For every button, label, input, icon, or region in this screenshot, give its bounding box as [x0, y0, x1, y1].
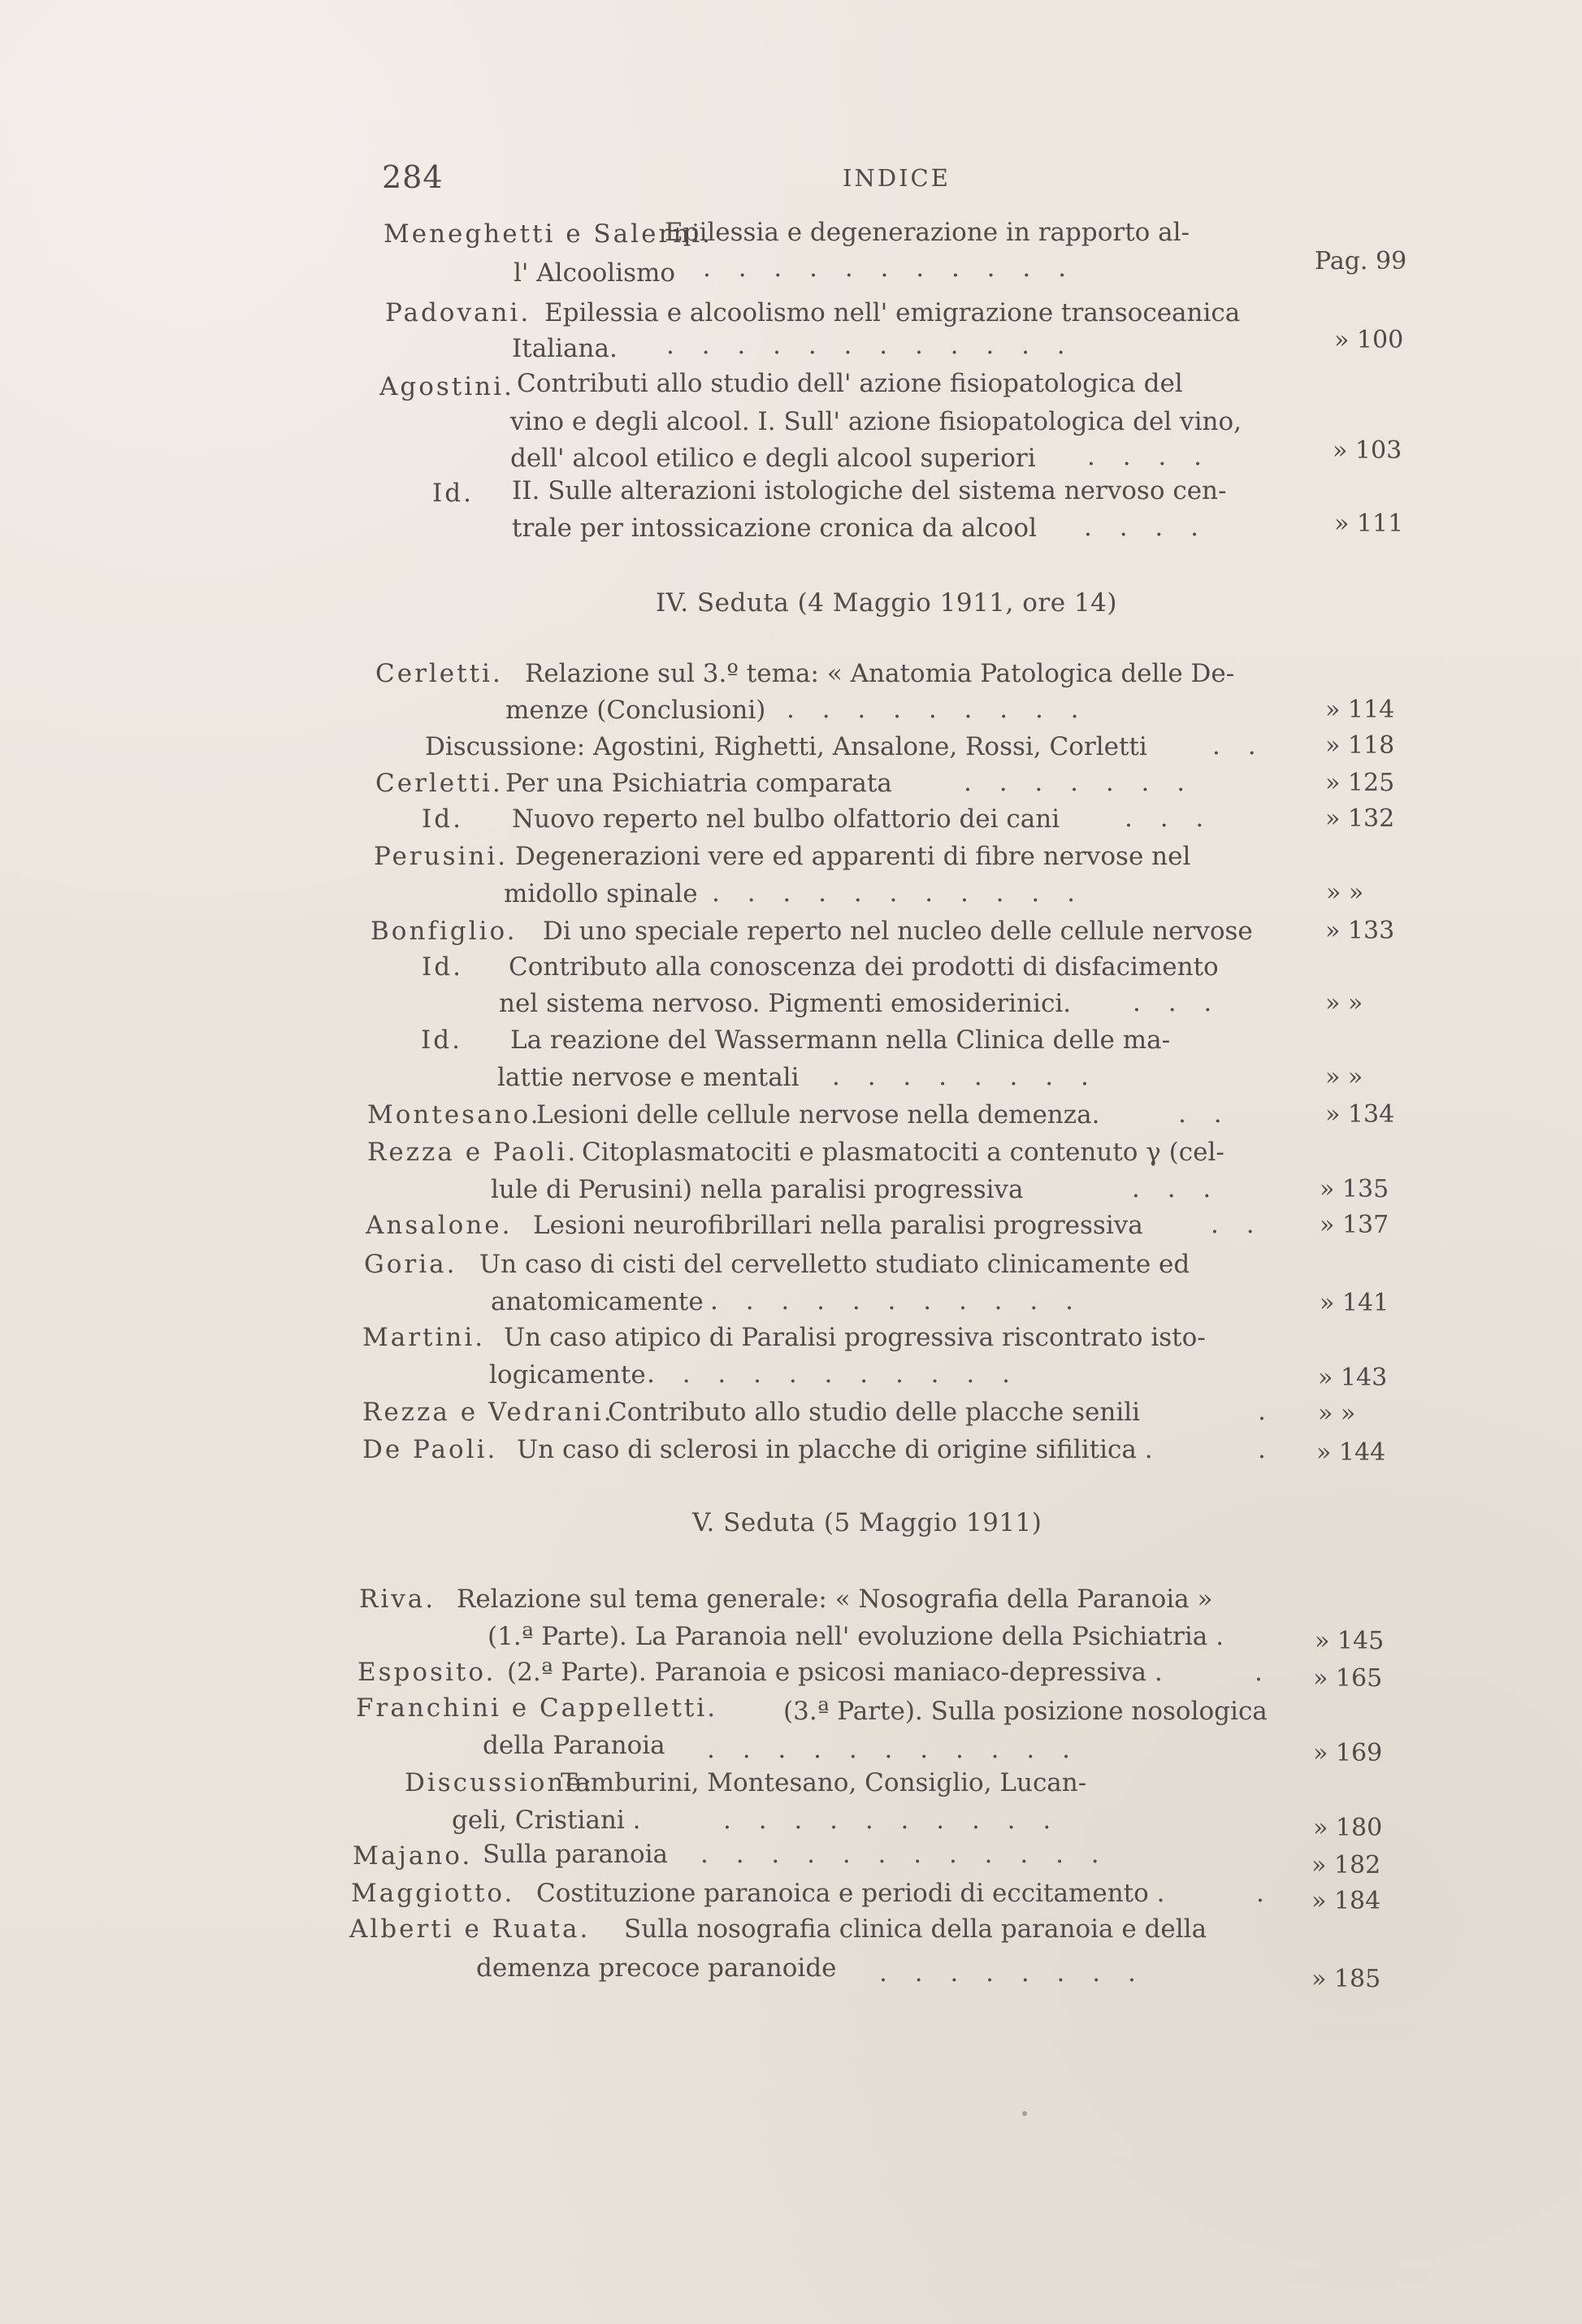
page-header [382, 159, 1211, 195]
entry-title-line: nel sistema nervoso. Pigmenti emosiderinici. [499, 989, 1072, 1018]
leader-dots: . . . . . . . . [832, 1062, 1099, 1091]
leader-dots: . . [1211, 1210, 1264, 1239]
entry-author: Discussione: [405, 1768, 595, 1797]
entry-author: Alberti e Ruata. [349, 1914, 591, 1944]
entry-author: Esposito. [358, 1658, 496, 1687]
page-reference: » 141 [1320, 1289, 1389, 1317]
page-reference: » 132 [1325, 804, 1395, 833]
entry-title-line: Contributi allo studio dell' azione fisiopatologica del [517, 369, 1183, 398]
entry-author: Id. [432, 479, 474, 508]
entry-author: Meneghetti e Salerni. [384, 219, 713, 249]
page-reference: » 134 [1325, 1100, 1395, 1129]
entry-title-line: dell' alcool etilico e degli alcool superiori [510, 444, 1036, 473]
leader-dots: . . . [1133, 988, 1222, 1017]
page-reference: » » [1325, 989, 1363, 1017]
entry-title-line: demenza precoce paranoide [476, 1953, 837, 1983]
section-title: IV. Seduta (4 Maggio 1911, ore 14) [656, 588, 1117, 618]
entry-title-line: Lesioni neurofibrillari nella paralisi progressiva [533, 1211, 1143, 1240]
leader-dots: . . . . [1084, 513, 1208, 542]
entry-title-line: Sulla paranoia [483, 1840, 669, 1869]
entry-title-line: (2.ª Parte). Paranoia e psicosi maniaco-depressiva . [507, 1658, 1163, 1687]
entry-author: Cerletti. [375, 659, 503, 688]
page-reference: » 182 [1311, 1851, 1381, 1880]
entry-title-line: (3.ª Parte). Sulla posizione nosologica [783, 1697, 1268, 1726]
entry-title-line: midollo spinale [504, 879, 698, 908]
entry-author: Bonfiglio. [371, 917, 518, 946]
entry-title-line: Lesioni delle cellule nervose nella demenza. [536, 1100, 1100, 1129]
leader-dots: . [1258, 1397, 1276, 1426]
page-reference: » 125 [1325, 769, 1395, 797]
leader-dots: . . . . . . . . . . . [647, 1359, 1020, 1389]
entry-author: Franchini e Cappelletti. [356, 1693, 718, 1723]
entry-title-line: Per una Psichiatria comparata [505, 769, 892, 798]
leader-dots: . . . [1132, 1174, 1221, 1203]
entry-author: Montesano. [367, 1100, 541, 1129]
entry-title-line: trale per intossicazione cronica da alcool [512, 514, 1037, 543]
entry-author: Rezza e Paoli. [367, 1138, 579, 1167]
entry-title-line: Citoplasmatociti e plasmatociti a contenuto γ (cel- [582, 1138, 1224, 1167]
page-reference: » 180 [1313, 1814, 1383, 1842]
entry-title-line: Un caso atipico di Paralisi progressiva riscontrato isto- [504, 1323, 1206, 1352]
entry-title-line: Degenerazioni vere ed apparenti di fibre nervose nel [515, 842, 1191, 871]
entry-title-line: Contributo alla conoscenza dei prodotti di disfacimento [509, 952, 1219, 982]
leader-dots: . . . . . . . . . . . . [666, 331, 1075, 360]
entry-title-line: Un caso di sclerosi in placche di origine sifilitica . [517, 1435, 1153, 1464]
entry-title-line: Relazione sul tema generale: « Nosografia della Paranoia » [457, 1585, 1213, 1614]
entry-title-line: Di uno speciale reperto nel nucleo delle cellule nervose [543, 917, 1253, 946]
page-reference: » 144 [1316, 1438, 1386, 1467]
page-reference: Pag. 99 [1315, 247, 1407, 275]
entry-title-line: Nuovo reperto nel bulbo olfattorio dei cani [512, 804, 1060, 834]
leader-dots: . . . . . . . . . . . [707, 1735, 1080, 1764]
page-reference: » 111 [1334, 509, 1404, 538]
running-title: INDICE [843, 164, 951, 192]
page-reference: » 143 [1318, 1364, 1388, 1392]
page-reference: » 118 [1325, 731, 1395, 760]
page-reference: » 145 [1315, 1627, 1385, 1655]
page-reference: » 184 [1311, 1887, 1381, 1915]
leader-dots: . . . . . . . . [879, 1958, 1146, 1988]
entry-author: Agostini. [379, 372, 514, 401]
entry-title-line: Italiana. [512, 334, 618, 363]
entry-author: Id. [422, 804, 463, 834]
entry-title-line: La reazione del Wassermann nella Clinica delle ma- [510, 1025, 1171, 1055]
entry-title-line: Tamburini, Montesano, Consiglio, Lucan- [561, 1768, 1087, 1797]
leader-dots: . . . . [1087, 442, 1211, 471]
entry-title-line: Epilessia e alcoolismo nell' emigrazione transoceanica [544, 298, 1241, 327]
entry-title-line: vino e degli alcool. I. Sull' azione fisiopatologica del vino, [510, 407, 1242, 436]
entry-author: Rezza e Vedrani. [362, 1398, 614, 1427]
entry-title-line: logicamente [489, 1360, 646, 1390]
page-reference: » 100 [1334, 326, 1404, 354]
leader-dots: . [1256, 1879, 1274, 1908]
page-reference: » 114 [1325, 696, 1395, 724]
page-reference: » 169 [1313, 1739, 1383, 1767]
entry-author: Perusini. [374, 842, 509, 871]
entry-title-line: Sulla nosografia clinica della paranoia e della [624, 1914, 1207, 1944]
leader-dots: . . . . . . . . . . . [710, 1286, 1083, 1316]
entry-author: Id. [421, 1025, 462, 1055]
page-reference: » 137 [1320, 1211, 1389, 1239]
entry-title-line: lattie nervose e mentali [497, 1063, 800, 1092]
page-reference: » » [1318, 1399, 1356, 1428]
leader-dots: . . . . . . . . . . . [712, 878, 1085, 908]
entry-title-line: l' Alcoolismo [514, 258, 676, 288]
entry-title-line: Epilessia e degenerazione in rapporto al- [665, 218, 1190, 247]
entry-author: De Paoli. [362, 1435, 498, 1464]
entry-author: Padovani. [385, 298, 531, 327]
page-reference: » 103 [1333, 436, 1402, 465]
entry-title-line: geli, Cristiani . [452, 1806, 641, 1835]
page-reference: » 165 [1313, 1664, 1383, 1693]
entry-title-line: (1.ª Parte). La Paranoia nell' evoluzione della Psichiatria . [488, 1622, 1224, 1651]
entry-author: Id. [422, 952, 463, 982]
leader-dots: . [1258, 1435, 1276, 1464]
entry-title-line: anatomicamente [491, 1287, 704, 1316]
entry-title-line: Un caso di cisti del cervelletto studiato clinicamente ed [479, 1250, 1190, 1279]
leader-dots: . . . [1125, 804, 1214, 833]
page-reference: » » [1325, 1063, 1363, 1091]
entry-title-line: della Paranoia [483, 1731, 665, 1760]
page-reference: » 135 [1320, 1175, 1389, 1203]
leader-dots: . . [1212, 731, 1266, 761]
page-reference: » » [1326, 878, 1364, 907]
page-number: 284 [382, 159, 444, 195]
entry-author: Martini. [362, 1323, 486, 1352]
leader-dots: . . . . . . . [964, 768, 1195, 797]
entry-author: Riva. [359, 1585, 436, 1614]
entry-title-line: II. Sulle alterazioni istologiche del sistema nervoso cen- [512, 476, 1227, 505]
entry-author: Maggiotto. [351, 1879, 515, 1908]
page-reference: » 133 [1325, 917, 1395, 945]
entry-title-line: Relazione sul 3.º tema: « Anatomia Patologica delle De- [525, 659, 1235, 688]
entry-title-line: lule di Perusini) nella paralisi progressiva [491, 1175, 1024, 1204]
leader-dots: . . . . . . . . . . [723, 1806, 1061, 1835]
entry-author: Majano. [353, 1841, 473, 1871]
section-title: V. Seduta (5 Maggio 1911) [692, 1508, 1042, 1537]
leader-dots: . . . . . . . . . . . [703, 254, 1076, 283]
paper-mark [1022, 2111, 1027, 2116]
entry-title-line: menze (Conclusioni) [505, 696, 766, 725]
entry-title-line: Costituzione paranoica e periodi di eccitamento . [536, 1879, 1165, 1908]
leader-dots: . . . . . . . . . [787, 695, 1089, 724]
leader-dots: . . . . . . . . . . . . [700, 1840, 1109, 1869]
page-reference: » 185 [1311, 1965, 1381, 1993]
entry-author: Cerletti. [375, 769, 503, 798]
entry-author: Ansalone. [366, 1211, 513, 1240]
entry-title-line: Contributo allo studio delle placche senili [608, 1398, 1141, 1427]
leader-dots: . [1255, 1658, 1272, 1687]
entry-title-line: Discussione: Agostini, Righetti, Ansalone, Rossi, Corletti [425, 732, 1147, 761]
entry-author: Goria. [364, 1250, 457, 1279]
leader-dots: . . [1178, 1099, 1232, 1129]
